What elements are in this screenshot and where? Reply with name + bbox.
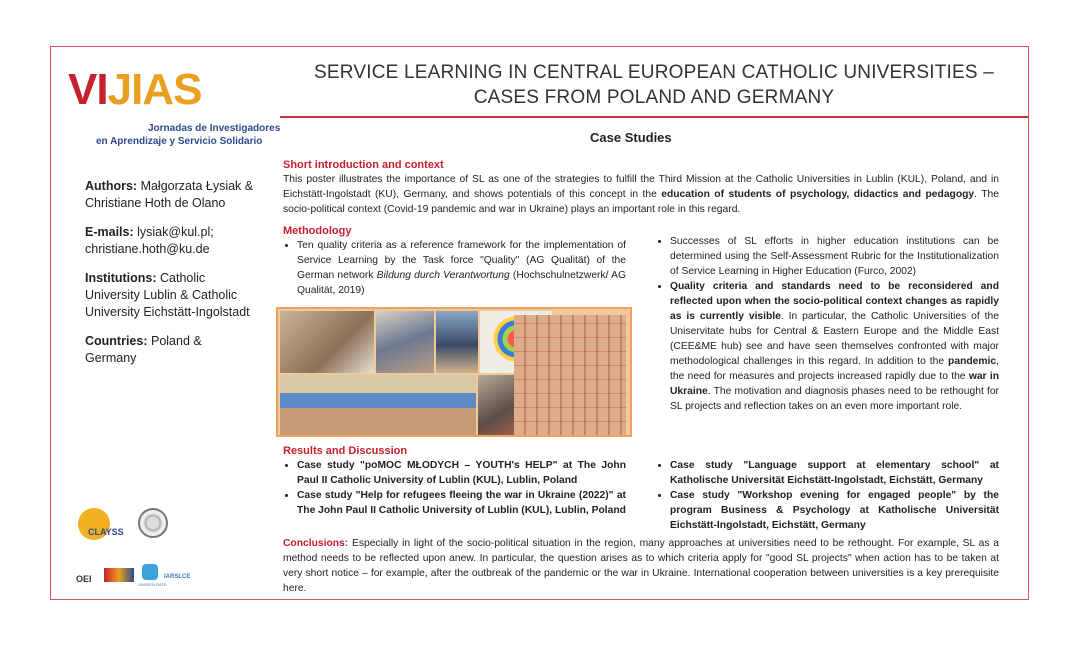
emails-block xyxy=(85,224,255,258)
methodology-right-item-2 xyxy=(670,279,999,414)
author-sidebar xyxy=(85,178,255,379)
results-heading: Results and Discussion xyxy=(283,445,408,457)
university-seal-logo xyxy=(138,508,168,538)
oei-logo: OEI xyxy=(76,574,92,584)
methodology-right2-c: . The motivation and diagnosis phases need to be rethought for SL projects and reflection takes on an even more important role. xyxy=(670,386,999,412)
results-right-item-1: • Case study "Language support at elementary school" at Katholische Universität Eichstätt-Ingolstadt, Eichstätt, Germany xyxy=(670,458,999,488)
results-left xyxy=(283,458,626,518)
results-left-item-1: • Case study "poMOC MŁODYCH – YOUTH's HELP" at The John Paul II Catholic University of Lublin (KUL), Lublin, Poland xyxy=(297,458,626,488)
uniservitate-logo-text: UNISERVITATE xyxy=(138,582,167,587)
intro-text-bold: education of students of psychology, didactics and pedagogy xyxy=(661,189,975,200)
methodology-right2-a: . In particular, the Catholic Universities of the Uniservitate hubs for Central & Eastern Europe and the Middle East (CEE&ME hub) see and have seen themselves confronted with major methodological challenges in this regard. In addition to the xyxy=(670,311,999,367)
photo-classroom-group xyxy=(280,375,476,435)
title-line-1: SERVICE LEARNING IN CENTRAL EUROPEAN CATHOLIC UNIVERSITIES – xyxy=(314,62,994,83)
photo-collage xyxy=(276,307,632,437)
logo-j: J xyxy=(107,65,132,114)
clayss-logo-text: CLAYSS xyxy=(88,527,124,537)
logo-subtitle-2: en Aprendizaje y Servicio Solidario xyxy=(96,136,263,147)
logo-subtitle-1: Jornadas de Investigadores xyxy=(148,123,281,134)
methodology-left xyxy=(283,238,626,298)
methodology-right-item-1: • Successes of SL efforts in higher education institutions can be determined using the Self-Assessment Rubric for the Institutionalization of Service Learning in Higher Education (Furco, 2002) xyxy=(670,234,999,279)
authors-label: Authors: xyxy=(85,179,138,193)
results-left-item-2: • Case study "Help for refugees fleeing the war in Ukraine (2022)" at The John Paul II Catholic University of Lublin (KUL), Lublin, Poland xyxy=(297,488,626,518)
methodology-right xyxy=(656,234,999,414)
countries-label: Countries: xyxy=(85,334,148,348)
section-title: Case Studies xyxy=(590,130,672,145)
photo-participants-grid xyxy=(514,315,626,435)
conclusions-text: Especially in light of the socio-political situation in the region, many approaches at universities need to be rethought. For example, SL as a method needs to be reflected upon anew. In particular, the question arises as to which criteria apply for "good SL projects" when action has to be taken at very short notice – for example, after the outbreak of the pandemic or the war in Ukraine. International cooperation between universities is a key prerequisite here. xyxy=(283,538,999,594)
photo-volunteer xyxy=(436,311,478,373)
methodology-left-a: Ten quality criteria as a reference framework for the implementation of Service Learning by the Task force "Quality" (AG Qualität) of the German network xyxy=(297,240,626,281)
logo-vi: VI xyxy=(68,65,108,114)
methodology-right2-bold3: war in Ukraine xyxy=(670,371,999,397)
logo-ias: IAS xyxy=(131,65,202,114)
methodology-left-item xyxy=(297,238,626,298)
emails-value: lysiak@kul.pl; christiane.hoth@ku.de xyxy=(85,225,214,256)
header-divider xyxy=(280,116,1028,118)
results-right xyxy=(656,458,999,533)
methodology-left-italic: Bildung durch Verantwortung xyxy=(376,270,510,281)
authors-value: Małgorzata Łysiak & Christiane Hoth de Olano xyxy=(85,179,254,210)
title-line-2: CASES FROM POLAND AND GERMANY xyxy=(473,87,835,108)
iarslce-logo: IARSLCE xyxy=(164,574,191,580)
authors-block xyxy=(85,178,255,212)
intro-text-b: . The socio-political context (Covid-19 pandemic and war in Ukraine) plays an important role in this regard. xyxy=(283,189,999,215)
photo-child-activity xyxy=(376,311,434,373)
poster-title xyxy=(280,60,1028,110)
institutions-label: Institutions: xyxy=(85,271,157,285)
conclusions-label: Conclusions: xyxy=(283,538,349,549)
methodology-right2-b: , the need for measures and projects increased rapidly due to the xyxy=(670,356,999,382)
results-right-item-2: • Case study "Workshop evening for engaged people" by the program Business & Psychology at Katholische Universität Eichstätt-Ingolstadt, Eichstätt, Germany xyxy=(670,488,999,533)
photo-children-painting xyxy=(280,311,374,373)
network-logo-mark xyxy=(142,564,158,580)
emails-label: E-mails: xyxy=(85,225,134,239)
vijias-logo xyxy=(68,65,281,156)
methodology-right2-bold2: pandemic xyxy=(948,356,997,367)
intro-text xyxy=(283,172,999,217)
intro-text-a: This poster illustrates the importance of SL as one of the strategies to fulfill the Third Mission at the Catholic Universities in Lublin (KUL), Poland, and in Eichstätt-Ingolstadt (KU), Germany, and shows potentials of this concept in the xyxy=(283,174,999,200)
institutions-block xyxy=(85,270,255,321)
institutions-value: Catholic University Lublin & Catholic University Eichstätt-Ingolstadt xyxy=(85,271,250,319)
uniservitate-logo-mark xyxy=(104,568,134,582)
methodology-left-b: (Hochschulnetzwerk/ AG Qualität, 2019) xyxy=(297,270,626,296)
countries-value: Poland & Germany xyxy=(85,334,202,365)
methodology-heading: Methodology xyxy=(283,225,352,237)
intro-heading: Short introduction and context xyxy=(283,159,444,171)
methodology-right2-bold: Quality criteria and standards need to be reconsidered and reflected upon when the socio-political context changes as rapidly as is currently visible xyxy=(670,281,999,322)
conclusions xyxy=(283,536,999,596)
countries-block xyxy=(85,333,255,367)
